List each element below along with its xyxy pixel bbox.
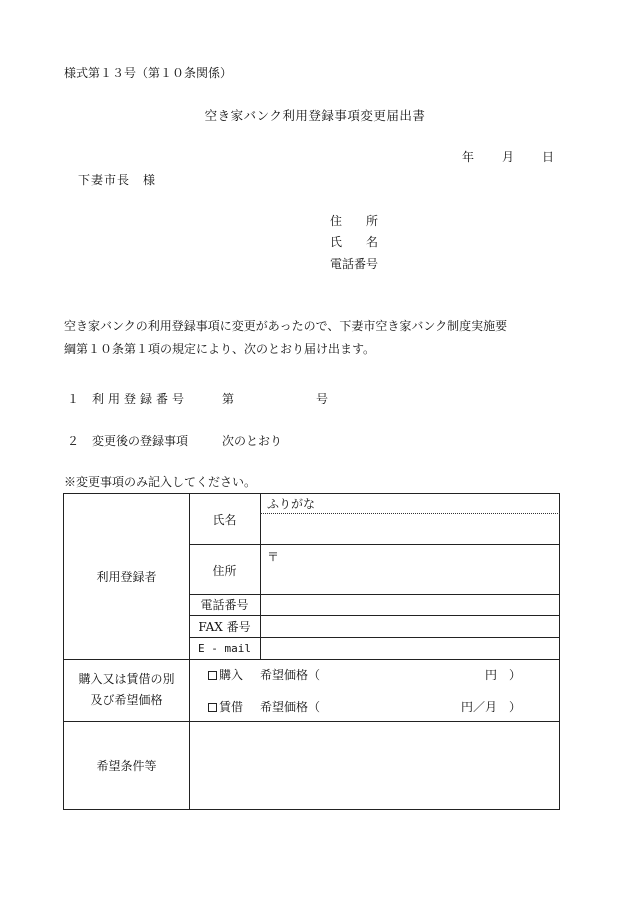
buy-option-label: 購入 xyxy=(219,668,244,682)
postal-mark: 〒 xyxy=(267,550,280,564)
purchase-label-line-2: 及び希望価格 xyxy=(90,693,163,707)
divider-row-fax xyxy=(189,637,560,638)
item-1-label: 利用登録番号 xyxy=(92,392,189,406)
divider-col-1-lower xyxy=(189,721,190,810)
registration-number-suffix: 号 xyxy=(316,392,329,406)
document-title: 空き家バンク利用登録事項変更届出書 xyxy=(204,108,426,123)
date-year-label: 年 xyxy=(462,150,475,164)
date-day-label: 日 xyxy=(542,150,555,164)
address-label: 住所 xyxy=(212,564,237,578)
registrant-label: 利用登録者 xyxy=(96,570,157,584)
phone-label: 電話番号 xyxy=(200,598,249,612)
applicant-name-label: 氏 名 xyxy=(330,235,379,249)
buy-option[interactable] xyxy=(208,669,243,681)
conditions-label: 希望条件等 xyxy=(96,759,157,773)
divider-col-2 xyxy=(260,494,261,659)
applicant-address-label: 住 所 xyxy=(330,214,379,228)
rent-option-label: 賃借 xyxy=(219,700,244,714)
item-2-number: ２ xyxy=(67,434,80,448)
divider-row-purchase xyxy=(64,721,560,722)
divider-row-name xyxy=(189,544,560,545)
divider-row-registrant xyxy=(64,659,560,660)
divider-row-address xyxy=(189,594,560,595)
furigana-dotted-line xyxy=(260,513,560,514)
body-text-line-1: 空き家バンクの利用登録事項に変更があったので、下妻市空き家バンク制度実施要 xyxy=(64,319,508,333)
item-1-number: １ xyxy=(67,392,80,406)
registration-number-prefix: 第 xyxy=(222,392,235,406)
email-label: E - mail xyxy=(198,642,251,655)
buy-price-label: 希望価格（ xyxy=(260,668,321,682)
divider-row-phone xyxy=(189,615,560,616)
rent-checkbox[interactable] xyxy=(208,703,217,712)
rent-option[interactable] xyxy=(208,701,243,713)
furigana-label: ふりがな xyxy=(267,497,316,511)
body-text-line-2: 綱第１０条第１項の規定により、次のとおり届け出ます。 xyxy=(64,342,376,356)
fax-label: FAX 番号 xyxy=(198,620,251,634)
form-number: 様式第１３号（第１０条関係） xyxy=(64,66,233,80)
rent-price-unit: 円／月 ） xyxy=(461,700,522,714)
purchase-label-line-1: 購入又は賃借の別 xyxy=(78,672,175,686)
buy-price-unit: 円 ） xyxy=(485,668,522,682)
rent-price-label: 希望価格（ xyxy=(260,700,321,714)
name-label: 氏名 xyxy=(212,513,237,527)
item-2-value: 次のとおり xyxy=(222,434,283,448)
applicant-phone-label: 電話番号 xyxy=(330,257,379,271)
item-2-label: 変更後の登録事項 xyxy=(92,434,189,448)
date-month-label: 月 xyxy=(502,150,515,164)
instruction-note: ※変更事項のみ記入してください。 xyxy=(64,475,257,489)
buy-checkbox[interactable] xyxy=(208,671,217,680)
addressee: 下妻市長 様 xyxy=(78,173,157,187)
registration-table xyxy=(63,493,560,810)
